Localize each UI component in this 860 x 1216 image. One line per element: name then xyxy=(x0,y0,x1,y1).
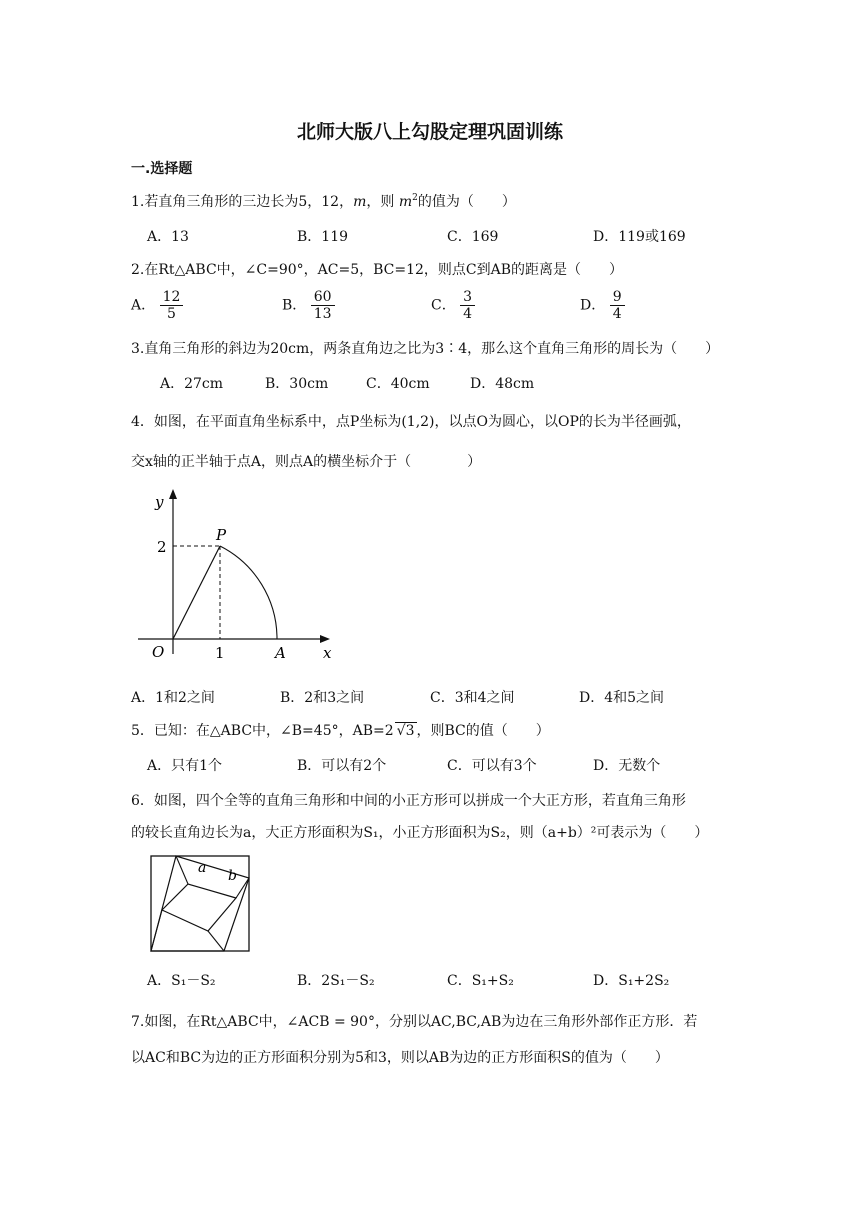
label-a: A xyxy=(275,644,286,662)
inner-square xyxy=(162,884,236,931)
q2-label-d: D． xyxy=(580,297,606,314)
q5-option-b[interactable]: B．可以有2个 xyxy=(297,758,387,774)
arc-pa xyxy=(220,546,277,639)
q2-option-d[interactable] xyxy=(580,289,625,322)
numerator: 3 xyxy=(460,289,475,306)
q5-option-d[interactable]: D．无数个 xyxy=(593,758,661,774)
q6-option-c[interactable]: C．S₁+S₂ xyxy=(447,973,514,989)
question-7-line-2: 以AC和BC为边的正方形面积分别为5和3，则以AB为边的正方形面积S的值为（ ） xyxy=(131,1050,669,1066)
question-7-line-1: 7.如图，在Rt△ABC中，∠ACB = 90°，分别以AC,BC,AB为边在三角形外部作正方形．若 xyxy=(131,1014,698,1030)
question-4-line-1: 4．如图，在平面直角坐标系中，点P坐标为(1,2)，以点O为圆心，以OP的长为半径画弧， xyxy=(131,414,691,430)
q5-option-a[interactable]: A．只有1个 xyxy=(147,758,223,774)
label-p: P xyxy=(216,526,227,544)
q2-label-c: C． xyxy=(431,297,456,314)
q5-root: 3 xyxy=(405,723,415,739)
q5-stem-pre: 5．已知：在△ABC中，∠B=45°，AB=2 xyxy=(131,723,394,739)
denominator: 4 xyxy=(612,306,622,323)
denominator: 4 xyxy=(463,306,473,323)
q1-option-d[interactable]: D．119或169 xyxy=(593,229,686,245)
q4-option-d[interactable]: D．4和5之间 xyxy=(579,690,665,706)
sqrt-value: √3 xyxy=(396,723,415,739)
q1-option-c[interactable]: C．169 xyxy=(447,229,499,245)
q3-option-c[interactable]: C．40cm xyxy=(366,376,430,392)
label-a: a xyxy=(198,860,207,876)
label-o: O xyxy=(152,643,165,661)
q1-stem-mid: ，则 xyxy=(366,194,399,210)
q2-option-c[interactable] xyxy=(431,289,475,322)
q1-m: m xyxy=(353,194,367,210)
q3-option-d[interactable]: D．48cm xyxy=(470,376,535,392)
square-figure xyxy=(148,853,254,955)
triangle-edge xyxy=(176,856,188,884)
q1-sup: 2 xyxy=(412,193,418,203)
coordinate-figure xyxy=(130,486,350,666)
fraction xyxy=(460,289,475,322)
question-6-line-1: 6．如图，四个全等的直角三角形和中间的小正方形可以拼成一个大正方形，若直角三角形 xyxy=(131,793,686,809)
q2-option-a[interactable] xyxy=(131,289,183,322)
triangle-edge xyxy=(236,878,249,898)
fraction xyxy=(311,289,335,322)
triangle-edge xyxy=(151,910,162,951)
question-5 xyxy=(131,720,550,740)
numerator: 9 xyxy=(610,289,625,306)
denominator: 5 xyxy=(167,306,176,323)
q4-option-c[interactable]: C．3和4之间 xyxy=(430,690,515,706)
fraction xyxy=(160,289,184,322)
q2-option-b[interactable] xyxy=(282,289,335,322)
numerator: 12 xyxy=(160,289,184,306)
numerator: 60 xyxy=(311,289,335,306)
triangle-edge xyxy=(208,931,224,951)
question-4-line-2: 交x轴的正半轴于点A，则点A的横坐标介于（ ） xyxy=(131,454,482,470)
question-3: 3.直角三角形的斜边为20cm，两条直角边之比为3∶4，那么这个直角三角形的周长为（ ） xyxy=(131,341,720,357)
q1-m2: m xyxy=(398,194,413,210)
fraction xyxy=(610,289,625,322)
q5-option-c[interactable]: C．可以有3个 xyxy=(447,758,537,774)
q1-option-a[interactable]: A．13 xyxy=(147,229,189,245)
label-y: y xyxy=(155,493,164,511)
q4-option-b[interactable]: B．2和3之间 xyxy=(280,690,365,706)
q4-option-a[interactable]: A．1和2之间 xyxy=(131,690,215,706)
y-axis-arrow xyxy=(169,489,177,499)
q6-option-d[interactable]: D．S₁+2S₂ xyxy=(593,973,670,989)
q5-stem-post: ，则BC的值（ ） xyxy=(416,723,550,739)
question-1 xyxy=(131,191,516,211)
label-x: x xyxy=(323,644,332,662)
label-one: 1 xyxy=(215,644,225,662)
q1-stem-post: 的值为（ ） xyxy=(417,194,516,210)
q6-option-a[interactable]: A．S₁－S₂ xyxy=(147,973,216,989)
label-two: 2 xyxy=(157,538,167,556)
page-title: 北师大版八上勾股定理巩固训练 xyxy=(296,121,563,143)
question-2: 2.在Rt△ABC中，∠C=90°，AC=5，BC=12，则点C到AB的距离是（ ） xyxy=(131,262,624,278)
label-b: b xyxy=(228,868,237,884)
q6-option-b[interactable]: B．2S₁－S₂ xyxy=(297,973,375,989)
section-heading: 一.选择题 xyxy=(131,161,193,177)
q3-option-b[interactable]: B．30cm xyxy=(265,376,329,392)
q3-option-a[interactable]: A．27cm xyxy=(160,376,224,392)
q1-stem-pre: 1.若直角三角形的三边长为5，12， xyxy=(131,194,354,210)
segment-op xyxy=(173,546,220,639)
denominator: 13 xyxy=(313,306,332,323)
q2-label-b: B． xyxy=(282,297,307,314)
q2-label-a: A． xyxy=(131,297,156,314)
q1-option-b[interactable]: B．119 xyxy=(297,229,349,245)
x-axis-arrow xyxy=(320,635,330,643)
question-6-line-2: 的较长直角边长为a，大正方形面积为S₁，小正方形面积为S₂，则（a+b）²可表示为（ ） xyxy=(131,825,709,841)
